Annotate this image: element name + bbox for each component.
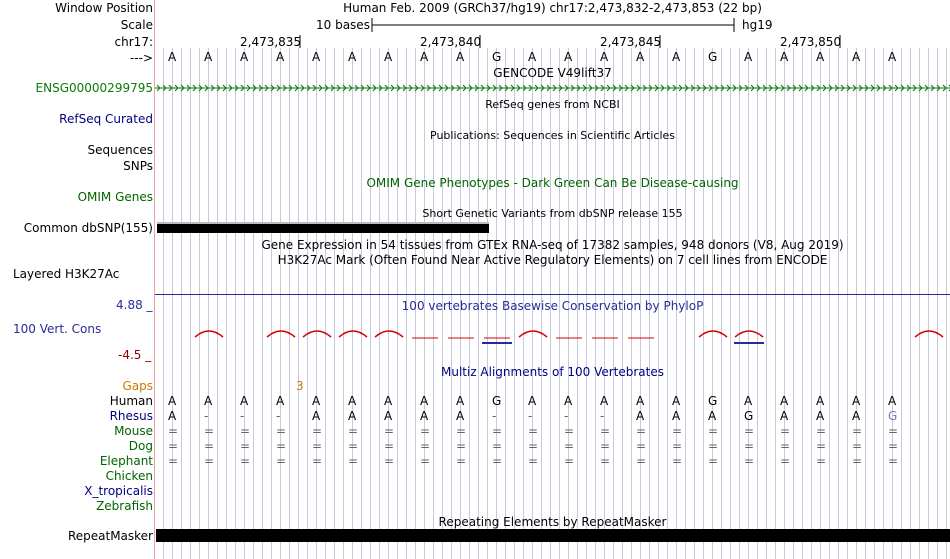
alignment-base: = — [744, 424, 755, 438]
base-letter: A — [420, 50, 429, 64]
alignment-base: A — [204, 394, 213, 408]
alignment-base: = — [636, 454, 647, 468]
alignment-base: = — [276, 454, 287, 468]
alignment-base: = — [672, 454, 683, 468]
alignment-base: A — [348, 394, 357, 408]
base-letter: A — [852, 50, 861, 64]
alignment-base: = — [420, 424, 431, 438]
omim-title[interactable]: OMIM Gene Phenotypes - Dark Green Can Be Disease-causing — [366, 176, 739, 190]
scale-db: hg19 — [742, 18, 773, 32]
cons-positive-mark — [375, 331, 403, 337]
alignment-base: = — [420, 454, 431, 468]
sequences-label[interactable]: Sequences — [87, 143, 153, 157]
scale-value: 10 bases — [316, 18, 370, 32]
alignment-base: = — [888, 454, 899, 468]
gaps-label: Gaps — [122, 379, 153, 393]
coord-ticks — [0, 34, 950, 50]
alignment-base: = — [312, 439, 323, 453]
alignment-base: A — [600, 394, 609, 408]
alignment-base: A — [708, 409, 717, 423]
gaps-value: 3 — [296, 379, 304, 393]
base-letter: A — [564, 50, 573, 64]
alignment-base: = — [456, 454, 467, 468]
base-letter: A — [528, 50, 537, 64]
alignment-base: = — [852, 439, 863, 453]
alignment-base: = — [276, 424, 287, 438]
alignment-base: = — [708, 439, 719, 453]
base-letter: A — [816, 50, 825, 64]
strand-label: ---> — [129, 51, 153, 65]
dbsnp-title[interactable]: Short Genetic Variants from dbSNP release 155 — [422, 207, 683, 220]
alignment-base: = — [888, 424, 899, 438]
cons-positive-mark — [735, 331, 763, 337]
chr-label: chr17: — [114, 35, 153, 49]
alignment-base: A — [240, 394, 249, 408]
alignment-base: = — [600, 439, 611, 453]
alignment-base: = — [672, 424, 683, 438]
alignment-base: = — [348, 439, 359, 453]
alignment-base: G — [492, 394, 502, 408]
alignment-base: = — [636, 439, 647, 453]
species-label-human[interactable]: Human — [109, 394, 153, 408]
alignment-base: - — [600, 409, 605, 423]
alignment-base: A — [744, 394, 753, 408]
base-letter: A — [276, 50, 285, 64]
alignment-base: = — [312, 424, 323, 438]
base-letter: A — [744, 50, 753, 64]
cons-positive-mark — [915, 331, 943, 337]
alignment-base: = — [816, 454, 827, 468]
alignment-base: A — [816, 394, 825, 408]
base-letter: G — [708, 50, 718, 64]
alignment-base: = — [312, 454, 323, 468]
alignment-base: = — [780, 454, 791, 468]
repeat-feature-bar[interactable] — [156, 529, 950, 542]
alignment-base: A — [564, 394, 573, 408]
alignment-base: = — [456, 424, 467, 438]
alignment-base: A — [672, 394, 681, 408]
alignment-base: = — [888, 439, 899, 453]
window-position-value: Human Feb. 2009 (GRCh37/hg19) chr17:2,473,832-2,473,853 (22 bp) — [343, 1, 762, 15]
alignment-base: = — [240, 439, 251, 453]
dbsnp-label[interactable]: Common dbSNP(155) — [23, 221, 153, 235]
alignment-base: = — [204, 439, 215, 453]
alignment-base: A — [420, 409, 429, 423]
scale-label: Scale — [120, 18, 153, 32]
base-letter: A — [312, 50, 321, 64]
cons-label[interactable]: 100 Vert. Cons — [13, 322, 102, 336]
scale-bar — [370, 17, 736, 33]
alignment-base: = — [348, 454, 359, 468]
gtex-title[interactable]: Gene Expression in 54 tissues from GTEx RNA-seq of 17382 samples, 948 donors (V8, Aug 2019) — [261, 238, 844, 252]
alignment-base: A — [276, 394, 285, 408]
cons-max-label: 4.88 _ — [116, 298, 153, 312]
base-letter: A — [636, 50, 645, 64]
alignment-base: = — [744, 454, 755, 468]
alignment-base: G — [708, 394, 718, 408]
alignment-base: = — [744, 439, 755, 453]
alignment-base: A — [384, 409, 393, 423]
repeat-label[interactable]: RepeatMasker — [67, 529, 153, 543]
alignment-base: A — [780, 394, 789, 408]
alignment-base: = — [204, 454, 215, 468]
base-letter: A — [780, 50, 789, 64]
base-letter: A — [672, 50, 681, 64]
alignment-base: - — [276, 409, 281, 423]
coord-4: 2,473,850 — [780, 35, 842, 49]
species-label-chicken[interactable]: Chicken — [105, 469, 153, 483]
alignment-base: = — [852, 454, 863, 468]
coord-1: 2,473,835 — [240, 35, 302, 49]
alignment-base: A — [312, 409, 321, 423]
alignment-base: = — [780, 424, 791, 438]
cons-title[interactable]: 100 vertebrates Basewise Conservation by PhyloP — [401, 299, 704, 313]
alignment-base: = — [240, 424, 251, 438]
alignment-base: = — [528, 424, 539, 438]
alignment-base: = — [708, 424, 719, 438]
alignment-base: = — [168, 439, 179, 453]
alignment-base: = — [528, 439, 539, 453]
base-letter: A — [384, 50, 393, 64]
species-label-elephant[interactable]: Elephant — [99, 454, 153, 468]
base-letter: A — [204, 50, 213, 64]
gencode-gene-label[interactable]: ENSG00000299795 — [35, 81, 153, 95]
pubs-title[interactable]: Publications: Sequences in Scientific Articles — [430, 129, 675, 142]
gencode-title[interactable]: GENCODE V49lift37 — [493, 66, 612, 80]
cons-positive-mark — [303, 331, 331, 337]
alignment-base: A — [420, 394, 429, 408]
dbsnp-feature-bar[interactable] — [157, 222, 489, 233]
base-letter: A — [600, 50, 609, 64]
base-letter: A — [456, 50, 465, 64]
alignment-base: A — [168, 409, 177, 423]
cons-positive-mark — [195, 331, 223, 337]
alignment-base: A — [168, 394, 177, 408]
alignment-base: = — [564, 454, 575, 468]
alignment-base: A — [636, 394, 645, 408]
cons-positive-mark — [699, 331, 727, 337]
window-position-label: Window Position — [55, 1, 153, 15]
alignment-base: - — [240, 409, 245, 423]
alignment-base: = — [204, 424, 215, 438]
alignment-base: = — [168, 454, 179, 468]
alignment-base: = — [420, 439, 431, 453]
alignment-base: = — [456, 439, 467, 453]
alignment-base: - — [492, 409, 497, 423]
alignment-base: = — [816, 439, 827, 453]
alignment-base: = — [384, 424, 395, 438]
alignment-base: = — [384, 439, 395, 453]
alignment-base: A — [528, 394, 537, 408]
alignment-base: = — [564, 424, 575, 438]
alignment-base: A — [852, 409, 861, 423]
alignment-base: A — [312, 394, 321, 408]
base-letter: A — [348, 50, 357, 64]
h3k27-label[interactable]: Layered H3K27Ac — [13, 267, 120, 281]
alignment-base: = — [780, 439, 791, 453]
alignment-base: = — [564, 439, 575, 453]
h3k27-baseline — [155, 294, 950, 295]
coord-2: 2,473,840 — [420, 35, 482, 49]
alignment-base: = — [852, 424, 863, 438]
species-label-zebrafish[interactable]: Zebrafish — [96, 499, 153, 513]
gencode-gene-arrows[interactable] — [155, 82, 950, 94]
coord-3: 2,473,845 — [600, 35, 662, 49]
alignment-base: A — [636, 409, 645, 423]
refseq-title[interactable]: RefSeq genes from NCBI — [485, 98, 620, 111]
alignment-base: = — [816, 424, 827, 438]
alignment-base: A — [384, 394, 393, 408]
cons-positive-mark — [339, 331, 367, 337]
species-label-rhesus[interactable]: Rhesus — [109, 409, 153, 423]
cons-plot[interactable] — [155, 318, 950, 352]
alignment-base: - — [528, 409, 533, 423]
multiz-title[interactable]: Multiz Alignments of 100 Vertebrates — [440, 365, 665, 379]
base-letter: A — [240, 50, 249, 64]
alignment-base: = — [708, 454, 719, 468]
alignment-base: A — [852, 394, 861, 408]
omim-label[interactable]: OMIM Genes — [77, 190, 153, 204]
alignment-base: = — [600, 454, 611, 468]
alignment-base: = — [240, 454, 251, 468]
alignment-base: = — [276, 439, 287, 453]
alignment-base: A — [348, 409, 357, 423]
repeat-title[interactable]: Repeating Elements by RepeatMasker — [438, 515, 667, 529]
alignment-base: A — [816, 409, 825, 423]
alignment-base: A — [888, 394, 897, 408]
snps-label[interactable]: SNPs — [123, 159, 153, 173]
alignment-base: = — [528, 454, 539, 468]
alignment-base: = — [636, 424, 647, 438]
cons-positive-mark — [267, 331, 295, 337]
alignment-base: A — [456, 394, 465, 408]
alignment-base: = — [168, 424, 179, 438]
h3k27-title[interactable]: H3K27Ac Mark (Often Found Near Active Regulatory Elements) on 7 cell lines from ENCODE — [277, 253, 828, 267]
alignment-base: = — [384, 454, 395, 468]
alignment-base: G — [888, 409, 898, 423]
base-letter: A — [888, 50, 897, 64]
alignment-base: = — [672, 439, 683, 453]
alignment-base: A — [780, 409, 789, 423]
alignment-base: = — [492, 439, 503, 453]
cons-min-label: -4.5 _ — [118, 348, 152, 362]
alignment-base: - — [204, 409, 209, 423]
species-label-mouse[interactable]: Mouse — [114, 424, 153, 438]
alignment-base: = — [492, 424, 503, 438]
base-letter: G — [492, 50, 502, 64]
refseq-label[interactable]: RefSeq Curated — [59, 112, 153, 126]
alignment-base: A — [672, 409, 681, 423]
species-label-x_tropicalis[interactable]: X_tropicalis — [84, 484, 153, 498]
alignment-base: - — [564, 409, 569, 423]
alignment-base: G — [744, 409, 754, 423]
cons-positive-mark — [519, 331, 547, 337]
alignment-base: = — [492, 454, 503, 468]
species-label-dog[interactable]: Dog — [128, 439, 153, 453]
alignment-base: = — [348, 424, 359, 438]
alignment-base: = — [600, 424, 611, 438]
base-letter: A — [168, 50, 177, 64]
alignment-base: A — [456, 409, 465, 423]
